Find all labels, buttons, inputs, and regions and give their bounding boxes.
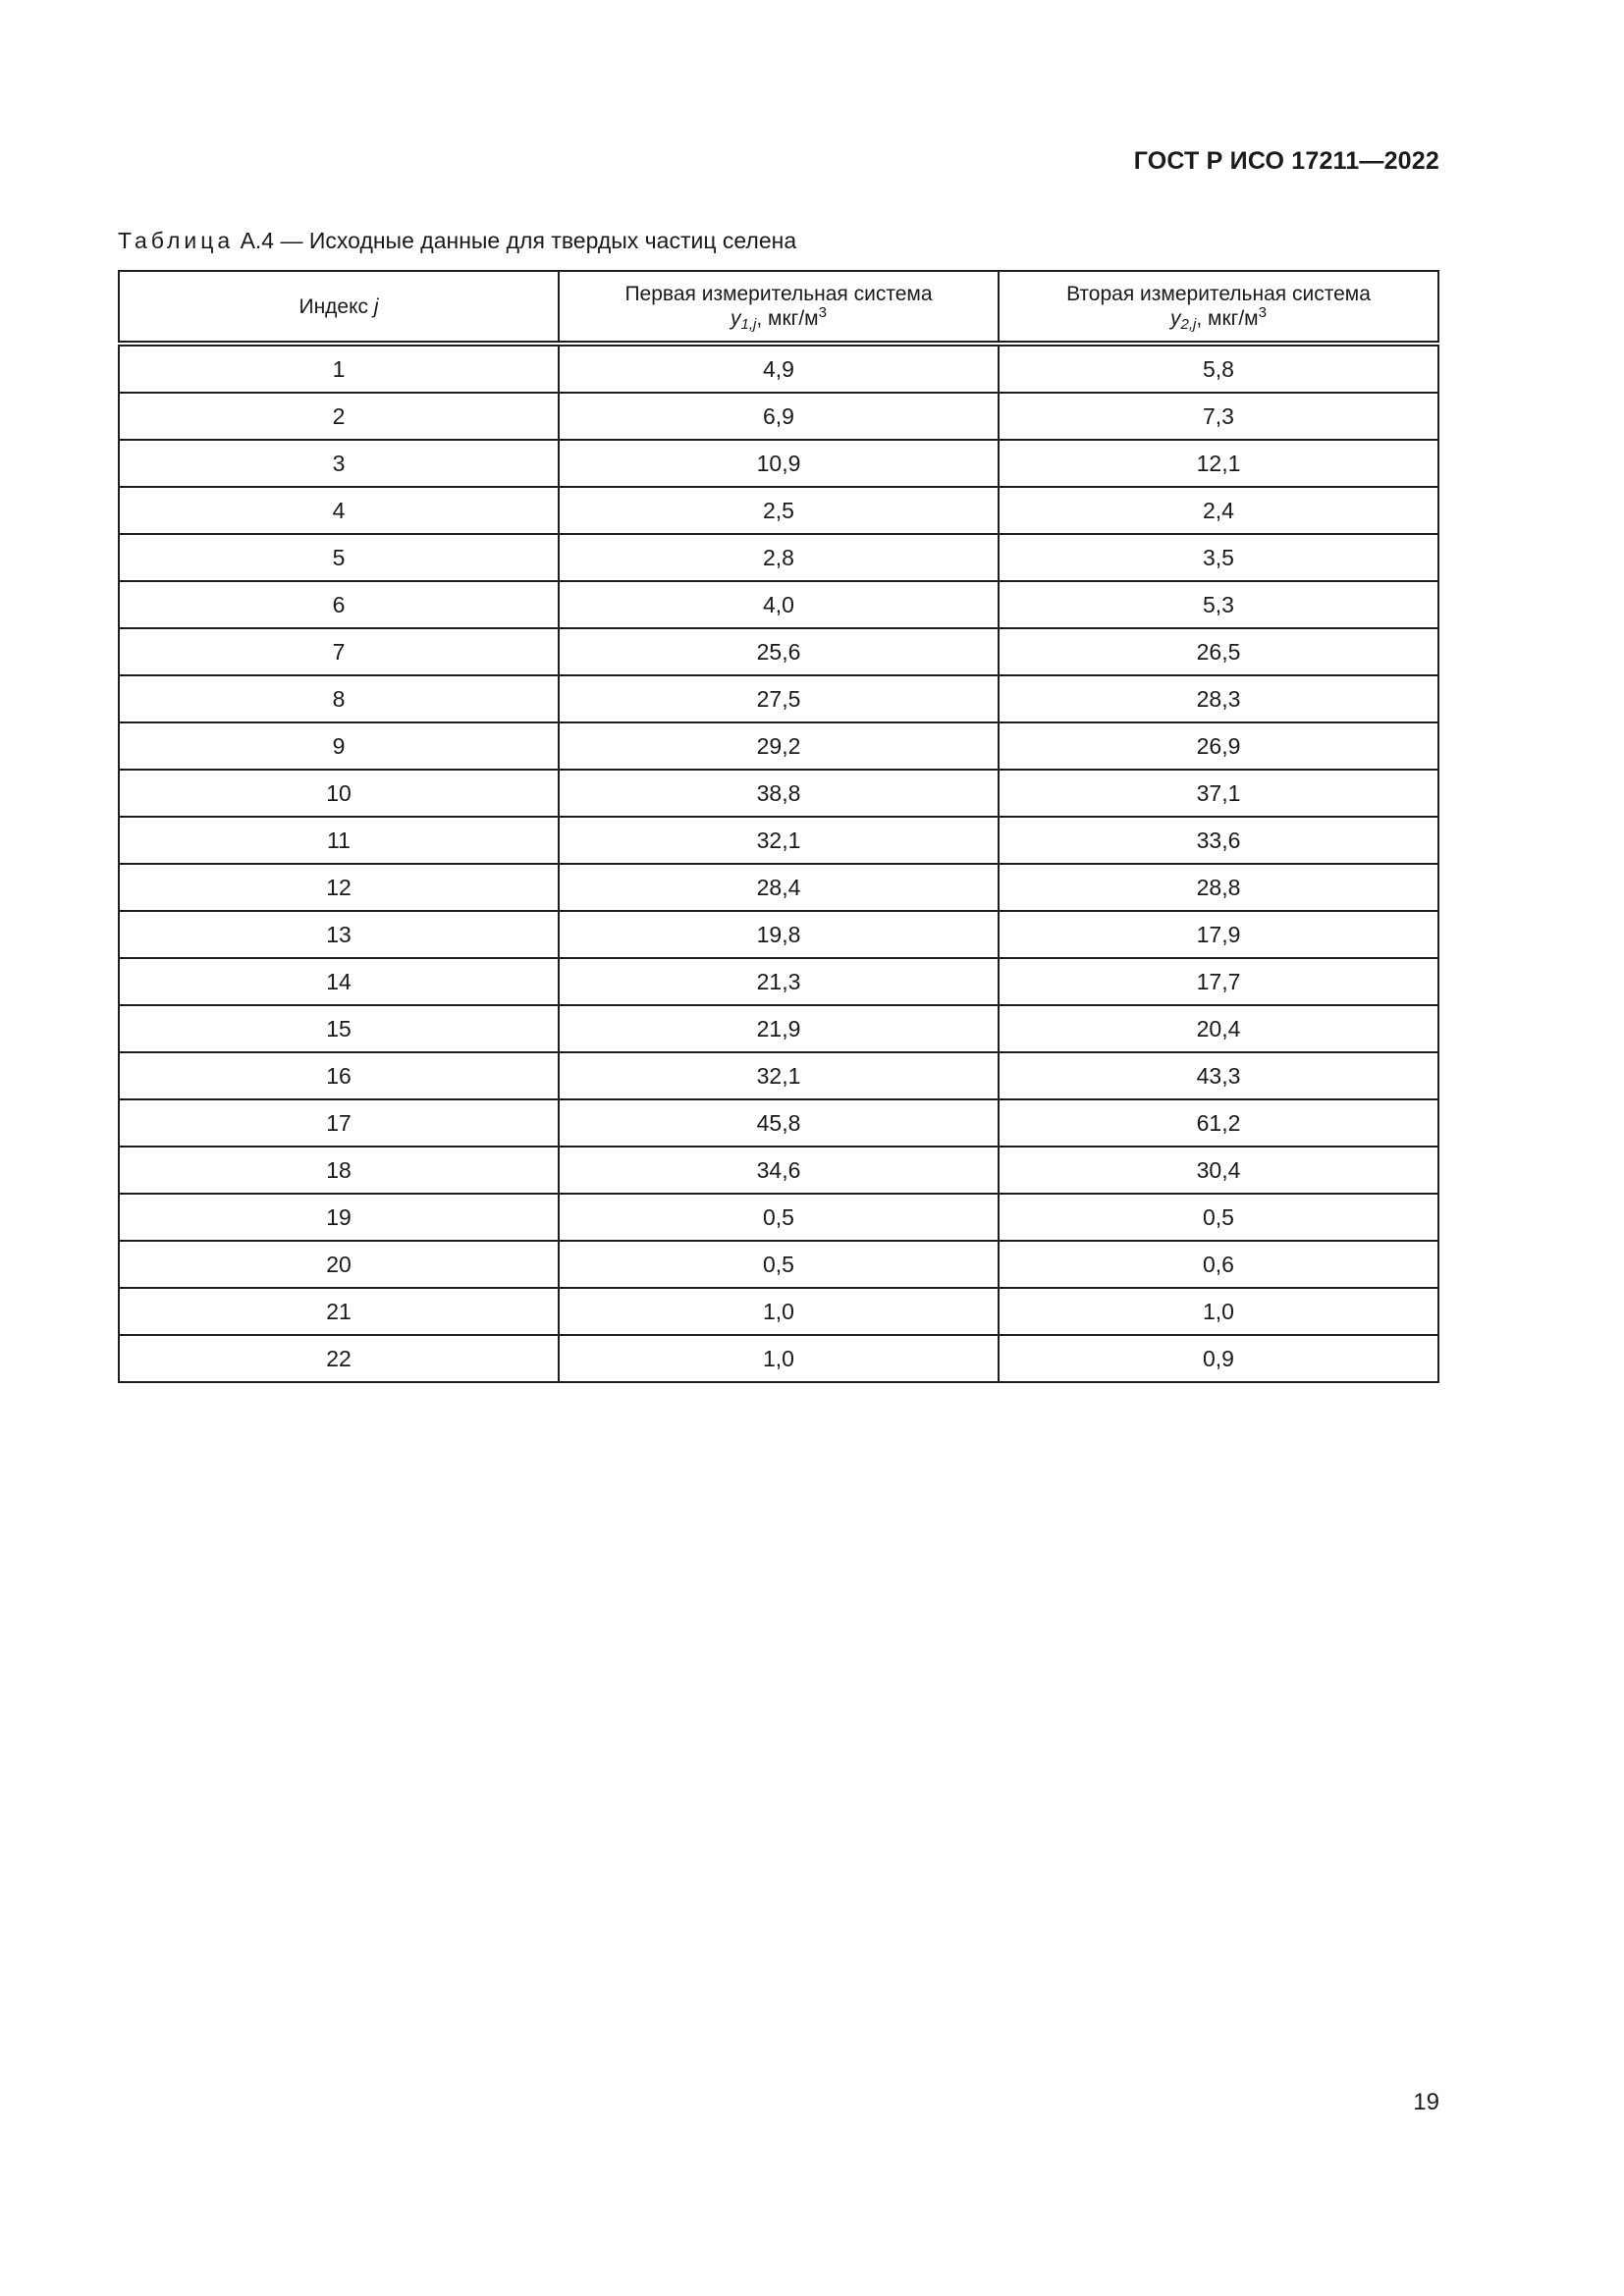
table-row [119, 1241, 1438, 1288]
table-row [119, 487, 1438, 534]
cell-index: 17 [119, 1099, 559, 1147]
table-row [119, 581, 1438, 628]
cell-index: 5 [119, 534, 559, 581]
table-row [119, 817, 1438, 864]
cell-index: 12 [119, 864, 559, 911]
cell-system-2: 26,9 [999, 722, 1438, 770]
cell-system-2: 0,6 [999, 1241, 1438, 1288]
cell-index: 13 [119, 911, 559, 958]
cell-system-2: 26,5 [999, 628, 1438, 675]
table-row [119, 1194, 1438, 1241]
cell-system-2: 5,3 [999, 581, 1438, 628]
cell-index: 10 [119, 770, 559, 817]
cell-index: 21 [119, 1288, 559, 1335]
cell-system-2: 28,8 [999, 864, 1438, 911]
cell-system-2: 17,7 [999, 958, 1438, 1005]
cell-system-1: 6,9 [559, 393, 999, 440]
cell-system-1: 27,5 [559, 675, 999, 722]
table-body [119, 344, 1438, 1382]
cell-system-1: 34,6 [559, 1147, 999, 1194]
document-number: ГОСТ Р ИСО 17211—2022 [1133, 147, 1439, 175]
cell-system-2: 17,9 [999, 911, 1438, 958]
cell-system-2: 30,4 [999, 1147, 1438, 1194]
cell-system-2: 0,9 [999, 1335, 1438, 1382]
table-caption-label: Таблица [118, 228, 235, 253]
cell-index: 3 [119, 440, 559, 487]
cell-system-2: 28,3 [999, 675, 1438, 722]
cell-system-2: 2,4 [999, 487, 1438, 534]
column-header-system-2: Вторая измерительная система $y_{2,j}$, мкг/$м^3$ [999, 271, 1438, 344]
table-caption-text: А.4 — Исходные данные для твердых частиц селена [240, 228, 797, 253]
cell-system-1: 0,5 [559, 1194, 999, 1241]
cell-system-1: 25,6 [559, 628, 999, 675]
cell-index: 9 [119, 722, 559, 770]
cell-index: 18 [119, 1147, 559, 1194]
table-row [119, 958, 1438, 1005]
cell-system-1: 4,9 [559, 344, 999, 393]
page-number: 19 [1413, 2089, 1439, 2115]
cell-index: 11 [119, 817, 559, 864]
cell-system-2: 33,6 [999, 817, 1438, 864]
table-row [119, 675, 1438, 722]
cell-system-2: 1,0 [999, 1288, 1438, 1335]
table-row [119, 1005, 1438, 1052]
cell-index: 7 [119, 628, 559, 675]
table-row [119, 534, 1438, 581]
cell-system-2: 20,4 [999, 1005, 1438, 1052]
column-header-index: Индекс j [119, 271, 559, 344]
cell-index: 1 [119, 344, 559, 393]
column-header-system-1: Первая измерительная система $y_{1,j}$, мкг/$м^3$ [559, 271, 999, 344]
cell-system-2: 3,5 [999, 534, 1438, 581]
cell-system-1: 4,0 [559, 581, 999, 628]
table-row [119, 1147, 1438, 1194]
cell-index: 22 [119, 1335, 559, 1382]
cell-system-2: 43,3 [999, 1052, 1438, 1099]
cell-system-1: 45,8 [559, 1099, 999, 1147]
cell-index: 20 [119, 1241, 559, 1288]
cell-system-1: 21,3 [559, 958, 999, 1005]
cell-system-2: 37,1 [999, 770, 1438, 817]
table-row [119, 628, 1438, 675]
cell-index: 14 [119, 958, 559, 1005]
table-row [119, 440, 1438, 487]
table-header-row [119, 271, 1438, 344]
cell-system-1: 32,1 [559, 817, 999, 864]
cell-system-1: 1,0 [559, 1335, 999, 1382]
table-row [119, 911, 1438, 958]
cell-system-1: 19,8 [559, 911, 999, 958]
cell-index: 19 [119, 1194, 559, 1241]
cell-system-2: 12,1 [999, 440, 1438, 487]
cell-system-1: 2,5 [559, 487, 999, 534]
cell-system-1: 28,4 [559, 864, 999, 911]
table-caption [118, 228, 796, 254]
cell-system-1: 29,2 [559, 722, 999, 770]
cell-index: 15 [119, 1005, 559, 1052]
cell-index: 4 [119, 487, 559, 534]
cell-system-1: 1,0 [559, 1288, 999, 1335]
table-row [119, 864, 1438, 911]
table-row [119, 344, 1438, 393]
cell-system-1: 0,5 [559, 1241, 999, 1288]
cell-system-1: 2,8 [559, 534, 999, 581]
cell-index: 6 [119, 581, 559, 628]
cell-system-1: 38,8 [559, 770, 999, 817]
cell-system-1: 10,9 [559, 440, 999, 487]
table-row [119, 722, 1438, 770]
cell-system-2: 5,8 [999, 344, 1438, 393]
cell-index: 2 [119, 393, 559, 440]
cell-system-1: 21,9 [559, 1005, 999, 1052]
table-row [119, 1052, 1438, 1099]
cell-system-2: 61,2 [999, 1099, 1438, 1147]
cell-index: 16 [119, 1052, 559, 1099]
table-row [119, 393, 1438, 440]
cell-system-2: 7,3 [999, 393, 1438, 440]
table-row [119, 1288, 1438, 1335]
cell-system-1: 32,1 [559, 1052, 999, 1099]
data-table [118, 270, 1439, 1383]
cell-system-2: 0,5 [999, 1194, 1438, 1241]
table-row [119, 1099, 1438, 1147]
table-row [119, 1335, 1438, 1382]
cell-index: 8 [119, 675, 559, 722]
table-row [119, 770, 1438, 817]
